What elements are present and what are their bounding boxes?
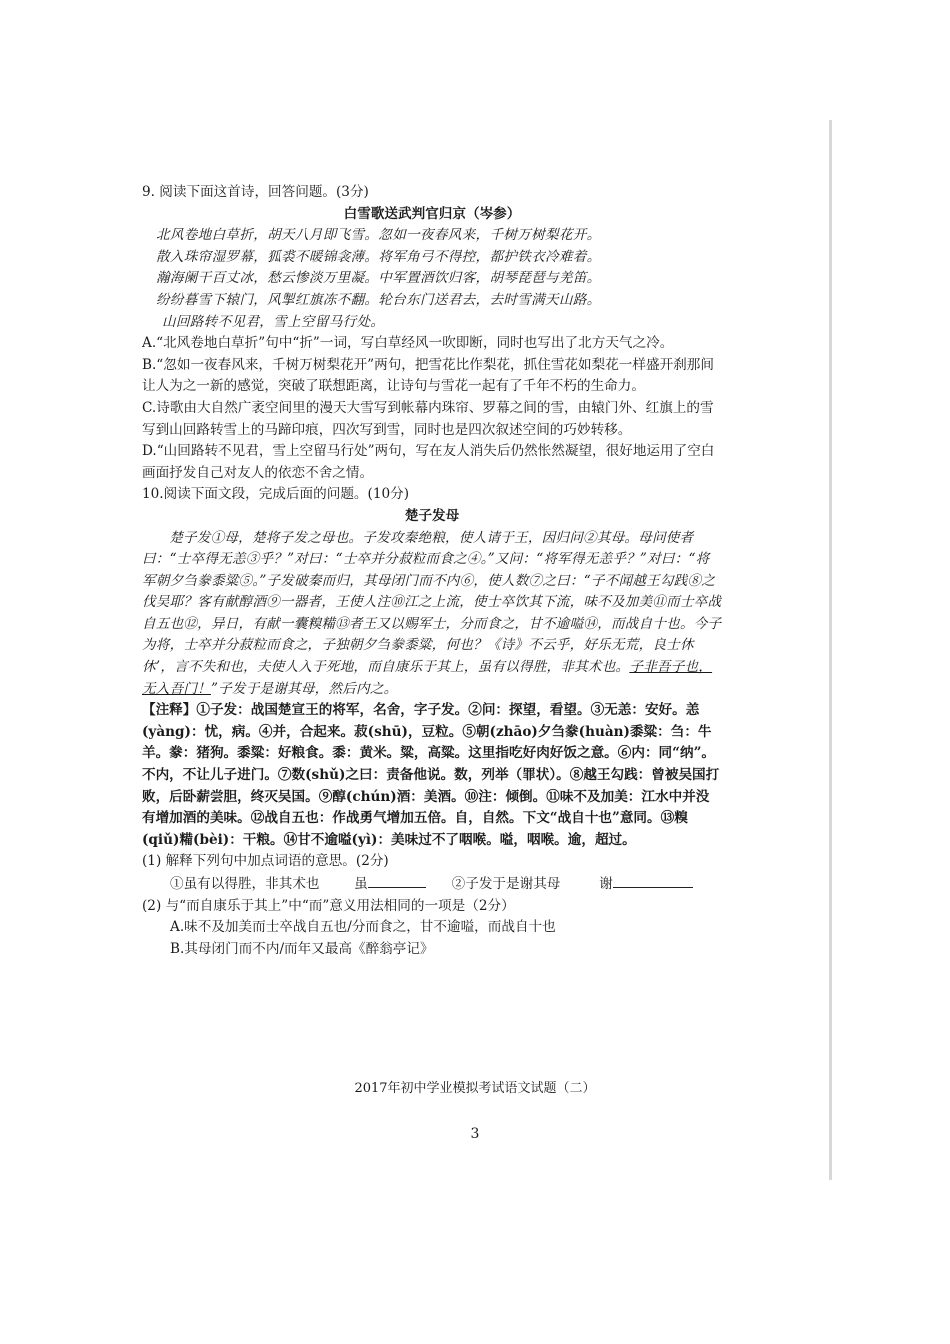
sub2-option-a: A.味不及加美而士卒战自五也/分而食之，甘不逾嗌，而战自十也 — [170, 919, 556, 936]
poem-line: 散入珠帘湿罗幕，狐裘不暖锦衾薄。将军角弓不得控，都护铁衣冷难着。 — [156, 248, 601, 265]
sub1-item-a: ①虽有以得胜，非其术也 — [170, 876, 320, 892]
sub1-item-b-word: 谢 — [599, 876, 613, 892]
sub1-item-b: ②子发于是谢其母 — [451, 876, 561, 892]
poem-line: 纷纷暮雪下辕门，风掣红旗冻不翻。轮台东门送君去，去时雪满天山路。 — [156, 291, 601, 308]
poem-line: 山回路转不见君，雪上空留马行处。 — [162, 313, 385, 330]
question-10-prompt: 10.阅读下面文段，完成后面的问题。(10分) — [142, 486, 410, 503]
sub1-item-a-word: 虽 — [354, 876, 368, 892]
poem-line: 北风卷地白草折，胡天八月即飞雪。忽如一夜春风来，千树万树梨花开。 — [156, 227, 601, 244]
sub2-option-b: B.其母闭门而不内/而年又最高《醉翁亭记》 — [170, 940, 434, 957]
subquestion-2: (2) 与“而自康乐于其上”中“而”意义用法相同的一项是（2分） — [142, 897, 515, 914]
answer-blank[interactable] — [613, 873, 693, 888]
poem-body — [156, 225, 722, 333]
poem-title: 白雪歌送武判官归京（岑参） — [343, 205, 521, 222]
option-b: B.“忽如一夜春风来，千树万树梨花开”两句，把雪花比作梨花，抓住雪花如梨花一样盛开刹那间让人为之一新的感觉，突破了联想距离，让诗句与雪花一起有了千年不朽的生命力。 — [142, 356, 714, 395]
passage-body — [142, 528, 722, 701]
poem-line: 瀚海阑干百丈冰，愁云惨淡万里凝。中军置酒饮归客，胡琴琵琶与羌笛。 — [156, 270, 601, 287]
answer-blank[interactable] — [368, 873, 426, 888]
option-d: D.“山回路转不见君，雪上空留马行处”两句，写在友人消失后仍然怅然凝望，很好地运用了空白画面抒发自己对友人的依恋不舍之情。 — [142, 443, 715, 481]
page-number: 3 — [470, 1126, 480, 1142]
question-9-prompt: 9. 阅读下面这首诗，回答问题。(3分) — [142, 184, 369, 200]
subquestion-1: (1) 解释下列句中加点词语的意思。(2分) — [142, 853, 389, 870]
passage-end: ”子发于是谢其母，然后内之。 — [210, 680, 398, 697]
option-a: A.“北风卷地白草折”句中“折”一词，写白草经风一吹即断，同时也写出了北方天气之冷。 — [142, 335, 674, 352]
passage-text: 楚子发①母，楚将子发之母也。子发攻秦绝粮，使人请于王，因归问②其母。母问使者曰：“士卒得无恙③乎？”对曰：“士卒并分菽粒而食之④。”又问：“将军得无恙乎？”对曰：“将军朝夕刍豢黍粱⑤。”子发破秦而归，其母闭门而不内⑥，使人数⑦之曰：“子不闻越王勾践⑧之伐吴耶？客有献醇酒⑨一器者，王使人注⑩江之上流，使士卒饮其下流，味不及加美⑪而士卒战自五也⑫，异日，有献一囊糗糒⑬者王又以赐军士，分而食之，甘不逾嗌⑭，而战自十也。今子为将，士卒并分菽粒而食之，子独朝夕刍豢黍粱，何也？《诗》不云乎，好乐无荒，良士休休’，言不失和也，夫使人入于死地，而自康乐于其上，虽有以得胜，非其术也。 — [142, 529, 722, 676]
page-footer: 2017年初中学业模拟考试语文试题（二） — [354, 1081, 596, 1096]
option-c: C.诗歌由大自然广袤空间里的漫天大雪写到帐幕内珠帘、罗幕之间的雪，由辕门外、红旗上的雪写到山回路转雪上的马蹄印痕，四次写到雪，同时也是四次叙述空间的巧妙转移。 — [142, 399, 714, 438]
annotations: 【注释】①子发：战国楚宣王的将军，名舍，字子发。②问：探望，看望。③无恙：安好。恙(yàng)：忧，病。④并，合起来。菽(shū)，豆粒。⑤朝(zhāo)夕刍豢(huàn)黍粱：刍：牛羊。豢：猪狗。黍粱：好粮食。黍：黄米。粱，高粱。这里指吃好肉好饭之意。⑥内：同“纳”。不内，不让儿子进门。⑦数(shǔ)之曰：责备他说。数，列举（罪状）。⑧越王勾践：曾被吴国打败，后卧薪尝胆，终灭吴国。⑨醇(chún)酒：美酒。⑩注：倾倒。⑪味不及加美：江水中并没有增加酒的美味。⑫战自五也：作战勇气增加五倍。自，自然。下文“战自十也”意同。⑬糗(qiǔ)糒(bèi)：干粮。⑭甘不逾嗌(yì)：美味过不了咽喉。嗌，咽喉。逾，超过。 — [142, 702, 720, 848]
page-edge-shadow — [829, 120, 832, 1180]
content-column — [142, 182, 722, 960]
passage-title: 楚子发母 — [404, 507, 460, 524]
subquestion-1-items — [170, 873, 722, 896]
passage-underlined: 子非吾子也，无入吾门！ — [142, 659, 713, 697]
